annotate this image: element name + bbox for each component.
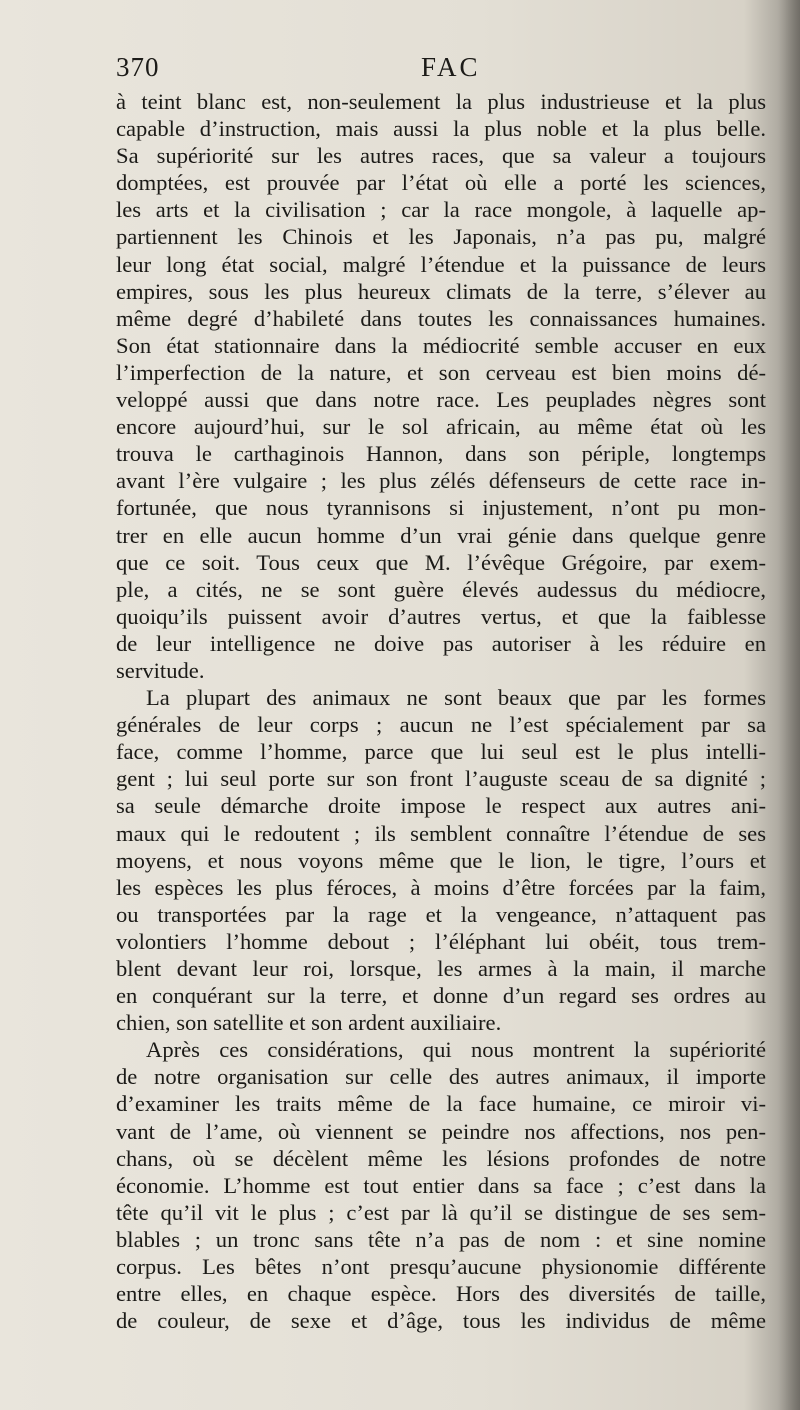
text-line: de leur intelligence ne doive pas autoriser à les réduire en [116, 630, 766, 656]
paragraph-start-line: Après ces considérations, qui nous montrent la supériorité [146, 1037, 766, 1063]
text-line: fortunée, que nous tyrannisons si injustement, n’ont pu mon- [116, 495, 766, 521]
text-line: générales de leur corps ; aucun ne l’est spécialement par sa [116, 712, 766, 738]
text-line: trer en elle aucun homme d’un vrai génie dans quelque genre [116, 522, 766, 548]
paragraph-end-line: servitude. [116, 657, 205, 683]
text-line: quoiqu’ils puissent avoir d’autres vertus, et que la faiblesse [116, 603, 766, 629]
text-line: même degré d’habileté dans toutes les connaissances humaines. [116, 305, 766, 331]
text-line: vant de l’ame, où viennent se peindre nos affections, nos pen- [116, 1118, 766, 1144]
text-line: avant l’ère vulgaire ; les plus zélés défenseurs de cette race in- [116, 468, 766, 494]
text-line: de couleur, de sexe et d’âge, tous les individus de même [116, 1308, 766, 1334]
text-line: trouva le carthaginois Hannon, dans son périple, longtemps [116, 441, 766, 467]
text-line: moyens, et nous voyons même que le lion, le tigre, l’ours et [116, 847, 766, 873]
text-line: blables ; un tronc sans tête n’a pas de nom : et sine nomine [116, 1226, 766, 1252]
text-line: en conquérant sur la terre, et donne d’un regard ses ordres au [116, 983, 766, 1009]
text-line: corpus. Les bêtes n’ont presqu’aucune physionomie différente [116, 1254, 766, 1280]
text-line: volontiers l’homme debout ; l’éléphant lui obéit, tous trem- [116, 928, 766, 954]
text-line: à teint blanc est, non-seulement la plus industrieuse et la plus [116, 89, 766, 114]
text-line: face, comme l’homme, parce que lui seul est le plus intelli- [116, 739, 766, 765]
text-line: chans, où se décèlent même les lésions profondes de notre [116, 1145, 766, 1171]
text-line: d’examiner les traits même de la face humaine, ce miroir vi- [116, 1091, 766, 1117]
text-line: capable d’instruction, mais aussi la plus noble et la plus belle. [116, 116, 766, 142]
page-header [116, 52, 766, 86]
text-line: les espèces les plus féroces, à moins d’être forcées par la faim, [116, 874, 766, 900]
text-line: de notre organisation sur celle des autres animaux, il importe [116, 1064, 766, 1090]
text-line: économie. L’homme est tout entier dans sa face ; c’est dans la [116, 1172, 766, 1198]
text-line: entre elles, en chaque espèce. Hors des diversités de taille, [116, 1281, 766, 1307]
text-line: l’imperfection de la nature, et son cerveau est bien moins dé- [116, 359, 766, 385]
page-edge-shadow [778, 0, 800, 1410]
text-line: blent devant leur roi, lorsque, les armes à la main, il marche [116, 956, 766, 981]
text-line: empires, sous les plus heureux climats de la terre, s’élever au [116, 278, 766, 304]
text-line: partiennent les Chinois et les Japonais, n’a pas pu, malgré [116, 224, 766, 250]
running-head: FAC [421, 52, 481, 82]
body-text [116, 88, 766, 1334]
text-line: ou transportées par la rage et la vengeance, n’attaquent pas [116, 901, 766, 927]
text-line: maux qui le redoutent ; ils semblent connaître l’étendue de ses [116, 820, 766, 846]
text-line: sa seule démarche droite impose le respect aux autres ani- [116, 793, 766, 819]
text-line: que ce soit. Tous ceux que M. l’évêque Grégoire, par exem- [116, 549, 766, 575]
text-line: Sa supériorité sur les autres races, que sa valeur a toujours [116, 143, 766, 169]
text-line: ple, a cités, ne se sont guère élevés audessus du médiocre, [116, 576, 766, 602]
text-line: encore aujourd’hui, sur le sol africain, au même état où les [116, 414, 766, 440]
paragraph-end-line: chien, son satellite et son ardent auxiliaire. [116, 1010, 502, 1036]
page-number: 370 [116, 52, 160, 82]
paragraph-start-line: La plupart des animaux ne sont beaux que par les formes [146, 685, 766, 711]
text-line: veloppé aussi que dans notre race. Les peuplades nègres sont [116, 387, 766, 413]
text-line: les arts et la civilisation ; car la race mongole, à laquelle ap- [116, 197, 766, 223]
text-line: tête qu’il vit le plus ; c’est par là qu’il se distingue de ses sem- [116, 1199, 766, 1225]
text-line: Son état stationnaire dans la médiocrité semble accuser en eux [116, 332, 766, 358]
text-line: domptées, est prouvée par l’état où elle a porté les sciences, [116, 170, 766, 196]
text-line: gent ; lui seul porte sur son front l’auguste sceau de sa dignité ; [116, 766, 766, 792]
text-line: leur long état social, malgré l’étendue et la puissance de leurs [116, 251, 766, 277]
